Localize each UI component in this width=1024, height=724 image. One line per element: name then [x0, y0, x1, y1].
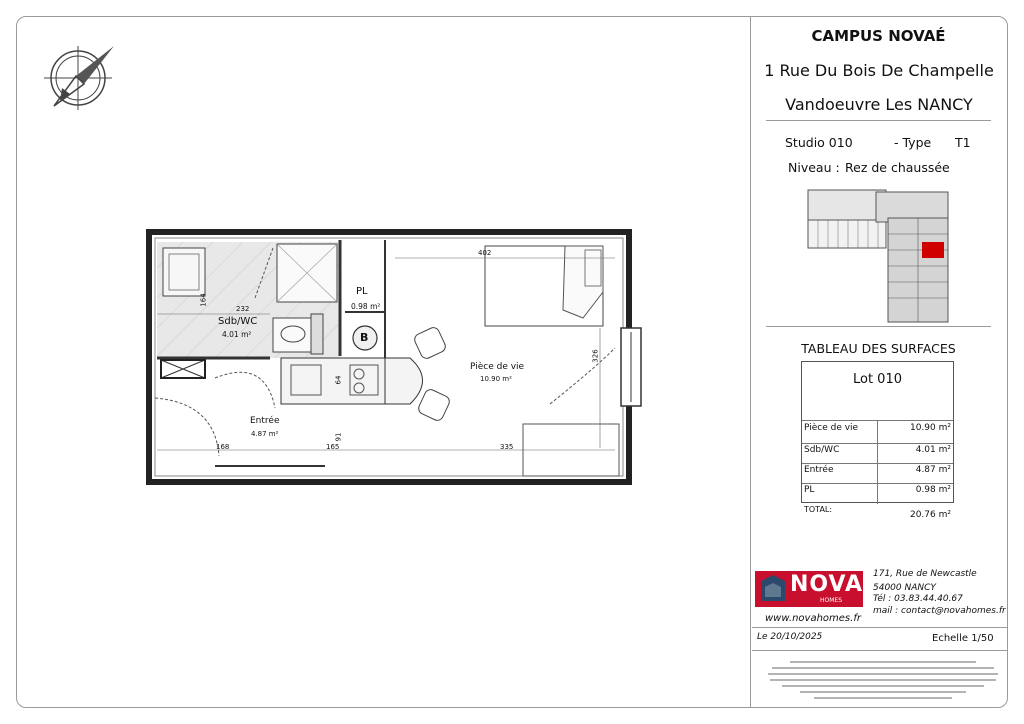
- surface-row-room: Pièce de vie: [804, 423, 859, 433]
- room-area-sdb: 4.01 m²: [222, 330, 252, 339]
- room-label-piece: Pièce de vie: [470, 362, 525, 372]
- separator-1: [766, 120, 991, 121]
- total-label: TOTAL:: [804, 505, 833, 514]
- type-value: T1: [955, 135, 971, 150]
- separator-4: [752, 650, 1008, 651]
- type-label: - Type: [894, 135, 932, 150]
- surfaces-title: TABLEAU DES SURFACES: [801, 341, 956, 356]
- company-postal: 54000 NANCY: [873, 583, 936, 593]
- project-city: Vandoeuvre Les NANCY: [785, 95, 973, 114]
- company-mail[interactable]: mail : contact@novahomes.fr: [873, 606, 1006, 616]
- level-label: Niveau :: [788, 160, 840, 175]
- drawing-date: Le 20/10/2025: [757, 632, 823, 642]
- dim-164: 164: [199, 293, 208, 307]
- room-label-pl: PL: [356, 286, 368, 297]
- surface-row-area: 4.01 m²: [915, 445, 951, 455]
- company-street: 171, Rue de Newcastle: [873, 569, 977, 579]
- surface-row-area: 10.90 m²: [909, 423, 951, 433]
- studio-label: Studio 010: [785, 135, 853, 150]
- room-label-sdb: Sdb/WC: [218, 316, 258, 327]
- logo-sub: HOMES: [820, 597, 843, 604]
- dim-165: 165: [326, 443, 340, 451]
- project-address: 1 Rue Du Bois De Champelle: [764, 61, 994, 80]
- dim-64: 64: [334, 375, 343, 385]
- project-name: CAMPUS NOVAÉ: [811, 27, 946, 45]
- surface-row-area: 4.87 m²: [915, 465, 951, 475]
- total-value: 20.76 m²: [909, 510, 951, 520]
- dim-232: 232: [236, 305, 250, 313]
- drawing-scale: Echelle 1/50: [932, 633, 994, 644]
- dim-402: 402: [478, 249, 492, 257]
- logo-text: NOVA: [790, 572, 864, 597]
- dim-91: 91: [334, 432, 343, 442]
- compass-icon: [40, 42, 120, 114]
- separator-3: [752, 627, 1008, 628]
- lot-label: Lot 010: [852, 372, 902, 387]
- surface-row-room: Sdb/WC: [804, 445, 840, 455]
- company-website[interactable]: www.novahomes.fr: [765, 613, 861, 624]
- disclaimer-fine-print: [760, 658, 1006, 702]
- boiler-label: B: [360, 331, 369, 344]
- room-area-piece: 10.90 m²: [480, 375, 512, 383]
- dim-335: 335: [500, 443, 514, 451]
- separator-2: [766, 326, 991, 327]
- surface-row-room: PL: [804, 485, 815, 495]
- dim-168: 168: [216, 443, 230, 451]
- dim-326: 326: [591, 349, 600, 363]
- room-area-pl: 0.98 m²: [351, 302, 381, 311]
- company-phone: Tél : 03.83.44.40.67: [873, 594, 963, 604]
- level-value: Rez de chaussée: [845, 160, 950, 175]
- surface-row-room: Entrée: [804, 465, 834, 475]
- surface-row-area: 0.98 m²: [915, 485, 951, 495]
- room-area-entree: 4.87 m²: [251, 430, 279, 438]
- room-label-entree: Entrée: [250, 416, 280, 426]
- key-plan-thumbnail: [806, 188, 956, 324]
